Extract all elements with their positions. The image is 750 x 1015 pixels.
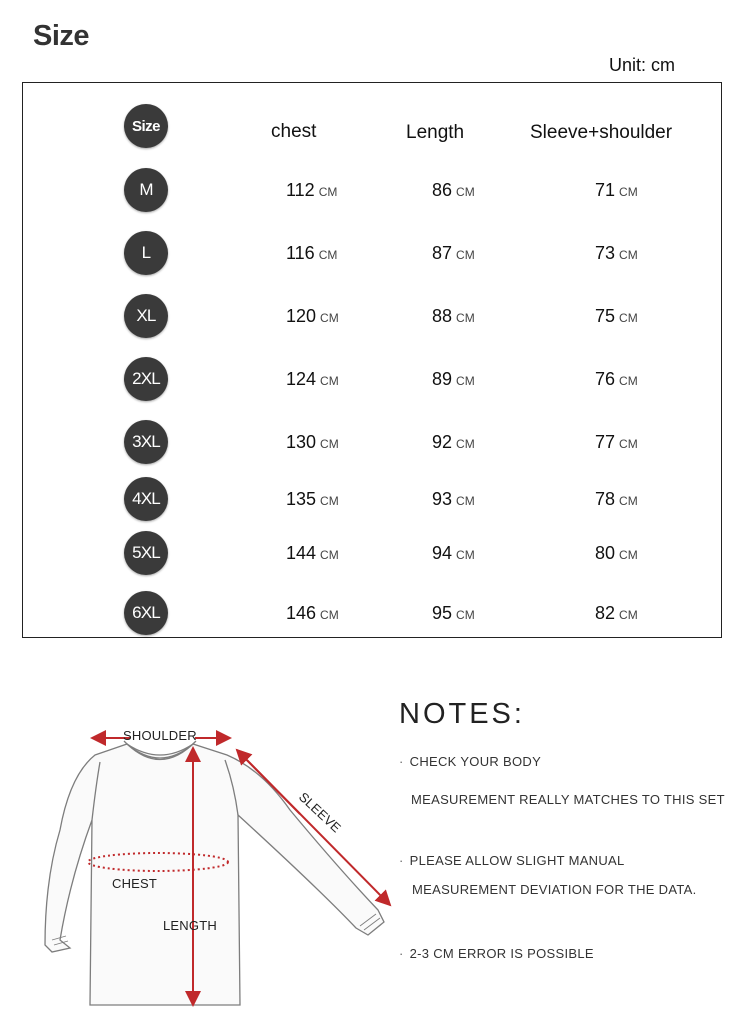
chest-cell bbox=[286, 603, 339, 624]
unit-cm: CM bbox=[619, 185, 638, 199]
size-badge-m: M bbox=[124, 168, 168, 212]
sleeve-value: 71 bbox=[595, 180, 616, 200]
unit-cm: CM bbox=[619, 248, 638, 262]
header-chest: chest bbox=[271, 121, 317, 142]
unit-cm: CM bbox=[456, 185, 475, 199]
length-value: 87 bbox=[432, 243, 453, 263]
unit-cm: CM bbox=[619, 608, 638, 622]
sleeve-value: 75 bbox=[595, 306, 616, 326]
sleeve-label: SLEEVE bbox=[295, 789, 345, 836]
length-value: 86 bbox=[432, 180, 453, 200]
chest-value: 135 bbox=[286, 489, 317, 509]
length-cell bbox=[432, 243, 475, 264]
unit-cm: CM bbox=[619, 437, 638, 451]
note-3-text: 2-3 CM ERROR IS POSSIBLE bbox=[409, 946, 594, 961]
unit-cm: CM bbox=[456, 311, 475, 325]
header-length: Length bbox=[406, 122, 465, 143]
sleeve-value: 73 bbox=[595, 243, 616, 263]
length-value: 89 bbox=[432, 369, 453, 389]
size-header-badge: Size bbox=[124, 104, 168, 148]
unit-cm: CM bbox=[318, 248, 338, 262]
unit-cm: CM bbox=[320, 548, 339, 562]
length-cell bbox=[432, 603, 475, 624]
unit-cm: CM bbox=[320, 494, 339, 508]
size-badge-4xl: 4XL bbox=[124, 477, 168, 521]
note-2-line-1: PLEASE ALLOW SLIGHT MANUAL bbox=[409, 853, 625, 868]
length-cell bbox=[432, 489, 475, 510]
sleeve-cell bbox=[595, 306, 638, 327]
unit-cm: CM bbox=[456, 248, 475, 262]
sleeve-value: 80 bbox=[595, 543, 616, 563]
chest-cell bbox=[286, 432, 339, 453]
size-badge-3xl: 3XL bbox=[124, 420, 168, 464]
size-badge-6xl: 6XL bbox=[124, 591, 168, 635]
chest-cell bbox=[286, 180, 337, 201]
chest-value: 130 bbox=[286, 432, 317, 452]
sleeve-cell bbox=[595, 603, 638, 624]
note-2: · PLEASE ALLOW SLIGHT MANUAL bbox=[399, 853, 625, 868]
sleeve-value: 82 bbox=[595, 603, 616, 623]
sleeve-value: 76 bbox=[595, 369, 616, 389]
sleeve-cell bbox=[595, 543, 638, 564]
length-cell bbox=[432, 369, 475, 390]
sleeve-cell bbox=[595, 489, 638, 510]
unit-cm: CM bbox=[619, 311, 638, 325]
length-value: 94 bbox=[432, 543, 453, 563]
unit-cm: CM bbox=[619, 548, 638, 562]
size-badge-2xl: 2XL bbox=[124, 357, 168, 401]
length-cell bbox=[432, 180, 475, 201]
chest-value: 124 bbox=[286, 369, 317, 389]
unit-label: Unit: cm bbox=[609, 55, 676, 75]
unit-cm: CM bbox=[619, 494, 638, 508]
unit-cm: CM bbox=[318, 185, 338, 199]
chest-value: 144 bbox=[286, 543, 317, 563]
unit-cm: CM bbox=[456, 548, 475, 562]
unit-cm: CM bbox=[456, 608, 475, 622]
length-value: 93 bbox=[432, 489, 453, 509]
length-cell bbox=[432, 306, 475, 327]
length-value: 95 bbox=[432, 603, 453, 623]
sleeve-value: 77 bbox=[595, 432, 616, 452]
chest-cell bbox=[286, 306, 339, 327]
header-sleeve-shoulder: Sleeve+shoulder bbox=[530, 122, 673, 143]
size-badge-l: L bbox=[124, 231, 168, 275]
unit-cm: CM bbox=[320, 608, 339, 622]
page-title: Size bbox=[33, 20, 90, 52]
sleeve-cell bbox=[595, 432, 638, 453]
length-cell bbox=[432, 432, 475, 453]
note-3: · 2-3 CM ERROR IS POSSIBLE bbox=[399, 946, 594, 961]
length-value: 92 bbox=[432, 432, 453, 452]
chest-value: 112 bbox=[286, 180, 315, 200]
length-label: LENGTH bbox=[163, 918, 217, 933]
chest-label: CHEST bbox=[112, 876, 158, 891]
size-table bbox=[22, 82, 722, 638]
chest-value: 116 bbox=[286, 243, 315, 263]
notes-title: NOTES: bbox=[399, 698, 525, 730]
measurement-diagram bbox=[0, 700, 400, 1015]
sleeve-cell bbox=[595, 369, 638, 390]
chest-cell bbox=[286, 369, 339, 390]
chest-value: 146 bbox=[286, 603, 317, 623]
size-badge-xl: XL bbox=[124, 294, 168, 338]
sleeve-value: 78 bbox=[595, 489, 616, 509]
shirt-outline bbox=[45, 741, 384, 1005]
unit-cm: CM bbox=[320, 311, 339, 325]
note-1-cont: MEASUREMENT REALLY MATCHES TO THIS SET bbox=[411, 792, 725, 807]
unit-cm: CM bbox=[456, 437, 475, 451]
chest-cell bbox=[286, 543, 339, 564]
chest-cell bbox=[286, 489, 339, 510]
unit-cm: CM bbox=[320, 374, 339, 388]
unit-cm: CM bbox=[320, 437, 339, 451]
chest-cell bbox=[286, 243, 337, 264]
unit-cm: CM bbox=[456, 494, 475, 508]
size-badge-5xl: 5XL bbox=[124, 531, 168, 575]
note-1: · CHECK YOUR BODY bbox=[399, 754, 542, 769]
sleeve-cell bbox=[595, 243, 638, 264]
unit-cm: CM bbox=[619, 374, 638, 388]
note-1-line-1: CHECK YOUR BODY bbox=[409, 754, 542, 769]
shoulder-label: SHOULDER bbox=[123, 728, 197, 743]
length-value: 88 bbox=[432, 306, 453, 326]
length-cell bbox=[432, 543, 475, 564]
sleeve-cell bbox=[595, 180, 638, 201]
note-2-cont: MEASUREMENT DEVIATION FOR THE DATA. bbox=[412, 882, 697, 897]
chest-value: 120 bbox=[286, 306, 317, 326]
unit-cm: CM bbox=[456, 374, 475, 388]
